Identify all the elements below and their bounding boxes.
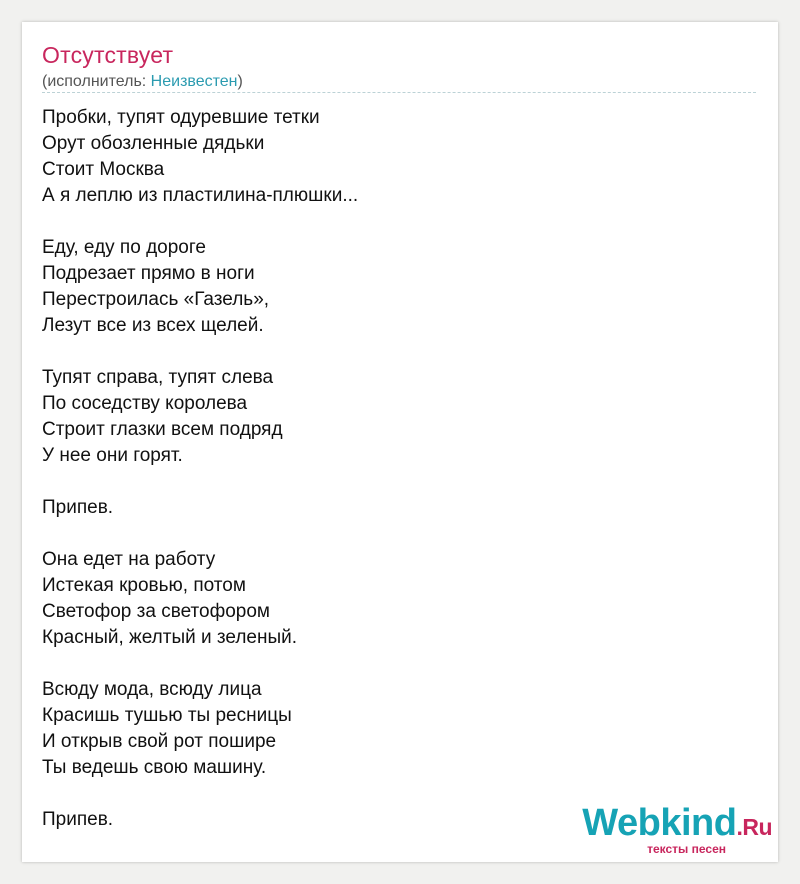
- lyric-line: По соседству королева: [42, 393, 248, 414]
- lyric-line: Припев.: [42, 497, 114, 518]
- logo-wordmark: [582, 804, 772, 846]
- lyric-line: [42, 209, 358, 235]
- lyric-line: Стоит Москва: [42, 159, 165, 180]
- lyrics-text: [42, 105, 358, 833]
- lyric-line: Орут обозленные дядьки: [42, 133, 265, 154]
- lyric-line: [42, 521, 358, 547]
- song-title: Отсутствует: [42, 42, 174, 68]
- artist-prefix: (исполнитель:: [42, 73, 151, 90]
- lyric-line: [42, 469, 358, 495]
- artist-link[interactable]: Неизвестен: [150, 73, 238, 90]
- lyric-line: Пробки, тупят одуревшие тетки: [42, 107, 320, 128]
- lyric-line: [42, 781, 358, 807]
- artist-line: [42, 73, 243, 91]
- lyric-line: Подрезает прямо в ноги: [42, 263, 255, 284]
- logo-tagline: тексты песен: [647, 842, 726, 856]
- lyric-line: Лезут все из всех щелей.: [42, 315, 264, 336]
- lyric-line: Строит глазки всем подряд: [42, 419, 283, 440]
- lyric-line: Припев.: [42, 809, 114, 830]
- lyric-line: Она едет на работу: [42, 549, 216, 570]
- lyric-line: [42, 651, 358, 677]
- lyrics-card: [22, 22, 778, 862]
- logo-tld: .Ru: [736, 814, 772, 840]
- lyric-line: Красишь тушью ты ресницы: [42, 705, 292, 726]
- site-logo[interactable]: [582, 804, 772, 856]
- lyric-line: [42, 339, 358, 365]
- lyric-line: Перестроилась «Газель»,: [42, 289, 270, 310]
- lyric-line: Тупят справа, тупят слева: [42, 367, 274, 388]
- title-divider: [42, 92, 756, 93]
- artist-suffix: ): [237, 73, 243, 90]
- lyric-line: И открыв свой рот пошире: [42, 731, 277, 752]
- lyric-line: Красный, желтый и зеленый.: [42, 627, 298, 648]
- lyric-line: Светофор за светофором: [42, 601, 270, 622]
- lyric-line: Ты ведешь свою машину.: [42, 757, 267, 778]
- lyric-line: Еду, еду по дороге: [42, 237, 206, 258]
- lyric-line: Всюду мода, всюду лица: [42, 679, 262, 700]
- lyric-line: У нее они горят.: [42, 445, 183, 466]
- lyric-line: А я леплю из пластилина-плюшки...: [42, 185, 359, 206]
- lyric-line: Истекая кровью, потом: [42, 575, 246, 596]
- logo-main-text: Webkind: [582, 802, 737, 844]
